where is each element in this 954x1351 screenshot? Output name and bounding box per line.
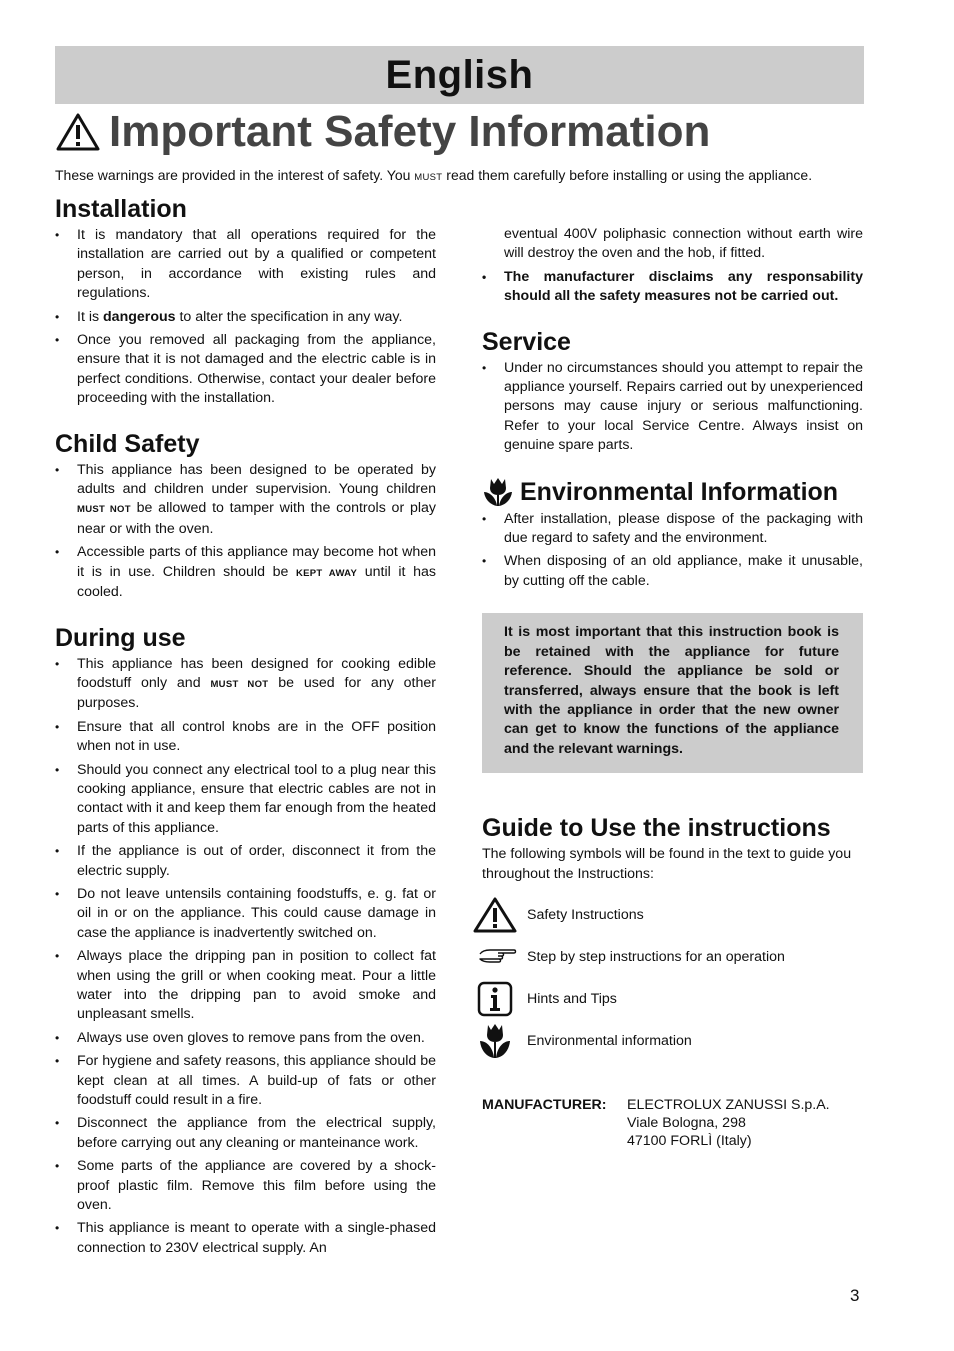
list-item-continuation: eventual 400V poliphasic connection without earth wire will destroy the oven and the hob, if fitted. xyxy=(504,226,863,262)
manufacturer-label: MANUFACTURER: xyxy=(482,1096,607,1113)
pointing-hand-icon xyxy=(472,938,518,976)
environment-heading: Environmental Information xyxy=(520,477,839,506)
symbol-row-hints xyxy=(472,978,863,1020)
right-column xyxy=(482,225,863,1150)
list-item: • Disconnect the appliance from the electrical supply, before carrying out any cleaning or manteinance work. xyxy=(55,1114,436,1153)
symbol-row-step xyxy=(472,936,863,978)
warning-triangle-icon xyxy=(472,896,518,934)
installation-heading: Installation xyxy=(55,195,187,223)
list-item xyxy=(55,655,436,714)
list-item: • Under no circumstances should you attempt to repair the appliance yourself. Repairs carried out by unexperienced persons may cause injury or serious malfunctioning. Refer to your local Service Centre. Always insist on genuine spare parts. xyxy=(482,359,863,456)
text-span: be used for any other purposes. xyxy=(77,674,436,712)
text-span: to alter the specification in any way. xyxy=(175,308,403,325)
left-column xyxy=(55,194,436,1262)
language-heading: English xyxy=(385,52,534,97)
intro-before: These warnings are provided in the interest of safety. You xyxy=(55,167,415,183)
list-item: • For hygiene and safety reasons, this appliance should be kept clean at all times. A build-up of fats or other foodstuff could result in a fire. xyxy=(55,1052,436,1110)
during-use-list-continued xyxy=(482,268,863,307)
intro-text xyxy=(55,166,875,187)
symbol-label: Safety Instructions xyxy=(527,906,644,923)
intro-must: MUST xyxy=(414,172,443,183)
child-safety-heading: Child Safety xyxy=(55,429,200,458)
environment-list xyxy=(482,510,863,592)
list-item: • Some parts of the appliance are covered by a shock-proof plastic film. Remove this film before using the oven. xyxy=(55,1157,436,1215)
service-heading: Service xyxy=(482,327,571,356)
text-span: until it has cooled. xyxy=(77,563,436,601)
guide-intro: The following symbols will be found in the text to guide you throughout the Instructions: xyxy=(482,846,852,882)
manufacturer-block xyxy=(482,1096,863,1150)
list-item: • Always place the dripping pan in position to collect fat when using the grill or when cooking meat. Pour a little water into the dripping pan to avoid smoke and unpleasant smells. xyxy=(55,947,436,1025)
address-line: Viale Bologna, 298 xyxy=(627,1114,746,1131)
warning-triangle-icon xyxy=(55,112,101,152)
emphasis-must-not: MUST NOT xyxy=(77,504,131,516)
text-span: Accessible parts of this appliance may become hot when it is in use. Children should be xyxy=(77,544,436,580)
tulip-icon xyxy=(482,476,514,508)
list-item: • Do not leave untensils containing foodstuffs, e. g. fat or oil in or on the appliance. This could cause damage in case the appliance is inadvertently switched on. xyxy=(55,885,436,943)
list-item: • Should you connect any electrical tool to a plug near this cooking appliance, ensure that electric cables are not in contact with it and keep them far enough from the heated parts of this appliance. xyxy=(55,761,436,839)
list-item: • This appliance is meant to operate with a single-phased connection to 230V electrical supply. An xyxy=(55,1219,436,1258)
guide-heading: Guide to Use the instructions xyxy=(482,814,831,843)
during-use-heading: During use xyxy=(55,623,186,652)
symbol-row-environment xyxy=(472,1020,863,1062)
address-line: 47100 FORLÌ (Italy) xyxy=(627,1132,752,1149)
text-span: It is xyxy=(77,308,104,325)
list-item: • Once you removed all packaging from the appliance, ensure that it is not damaged and the electric cable is in perfect conditions. Otherwise, contact your dealer before proceeding with the installation. xyxy=(55,331,436,409)
symbol-row-safety xyxy=(472,894,863,936)
emphasis-must-not: MUST NOT xyxy=(210,678,269,690)
during-use-list xyxy=(55,655,436,1259)
list-item: • Ensure that all control knobs are in the OFF position when not in use. xyxy=(55,718,436,757)
page-title xyxy=(55,104,710,160)
child-safety-list xyxy=(55,461,436,603)
address-line: ELECTROLUX ZANUSSI S.p.A. xyxy=(627,1096,830,1113)
text-span: This appliance has been designed for cooking edible foodstuff only and xyxy=(77,655,436,691)
environment-heading-row xyxy=(482,476,863,508)
symbol-label: Environmental information xyxy=(527,1032,692,1049)
emphasis-dangerous: dangerous xyxy=(103,308,176,325)
symbol-label: Step by step instructions for an operation xyxy=(527,948,785,965)
list-item: • If the appliance is out of order, disconnect it from the electric supply. xyxy=(55,842,436,881)
list-item: • When disposing of an old appliance, make it unusable, by cutting off the cable. xyxy=(482,552,863,591)
list-item: • After installation, please dispose of the packaging with due regard to safety and the environment. xyxy=(482,510,863,549)
text-span: be allowed to tamper with the controls or play near or with the oven. xyxy=(77,500,436,537)
emphasis-kept-away: KEPT AWAY xyxy=(296,567,358,579)
symbol-label: Hints and Tips xyxy=(527,990,617,1007)
manufacturer-address xyxy=(627,1096,830,1150)
info-icon xyxy=(472,980,518,1018)
list-item xyxy=(55,308,436,327)
intro-after: read them carefully before installing or using the appliance. xyxy=(442,167,813,183)
list-item xyxy=(55,543,436,602)
retain-instructions-note: It is most important that this instruction book is be retained with the appliance for future reference. Should the appliance be sold or transferred, always ensure that the book is left with the appliance in order that the new owner can get to know the functions of the appliance and the relevant warnings. xyxy=(482,613,863,773)
installation-list xyxy=(55,226,436,409)
page-number: 3 xyxy=(850,1286,860,1305)
list-item xyxy=(55,461,436,540)
list-item: • The manufacturer disclaims any responsability should all the safety measures not be carried out. xyxy=(482,268,863,307)
tulip-icon xyxy=(472,1022,518,1060)
text-span: This appliance has been designed to be operated by adults and children under supervision. Young children xyxy=(77,461,436,498)
list-item: • It is mandatory that all operations required for the installation are carried out by a qualified or competent person, in accordance with existing rules and regulations. xyxy=(55,226,436,304)
page-title-text: Important Safety Information xyxy=(109,107,711,156)
service-list xyxy=(482,359,863,456)
language-banner xyxy=(55,46,864,104)
list-item: • Always use oven gloves to remove pans from the oven. xyxy=(55,1029,436,1048)
